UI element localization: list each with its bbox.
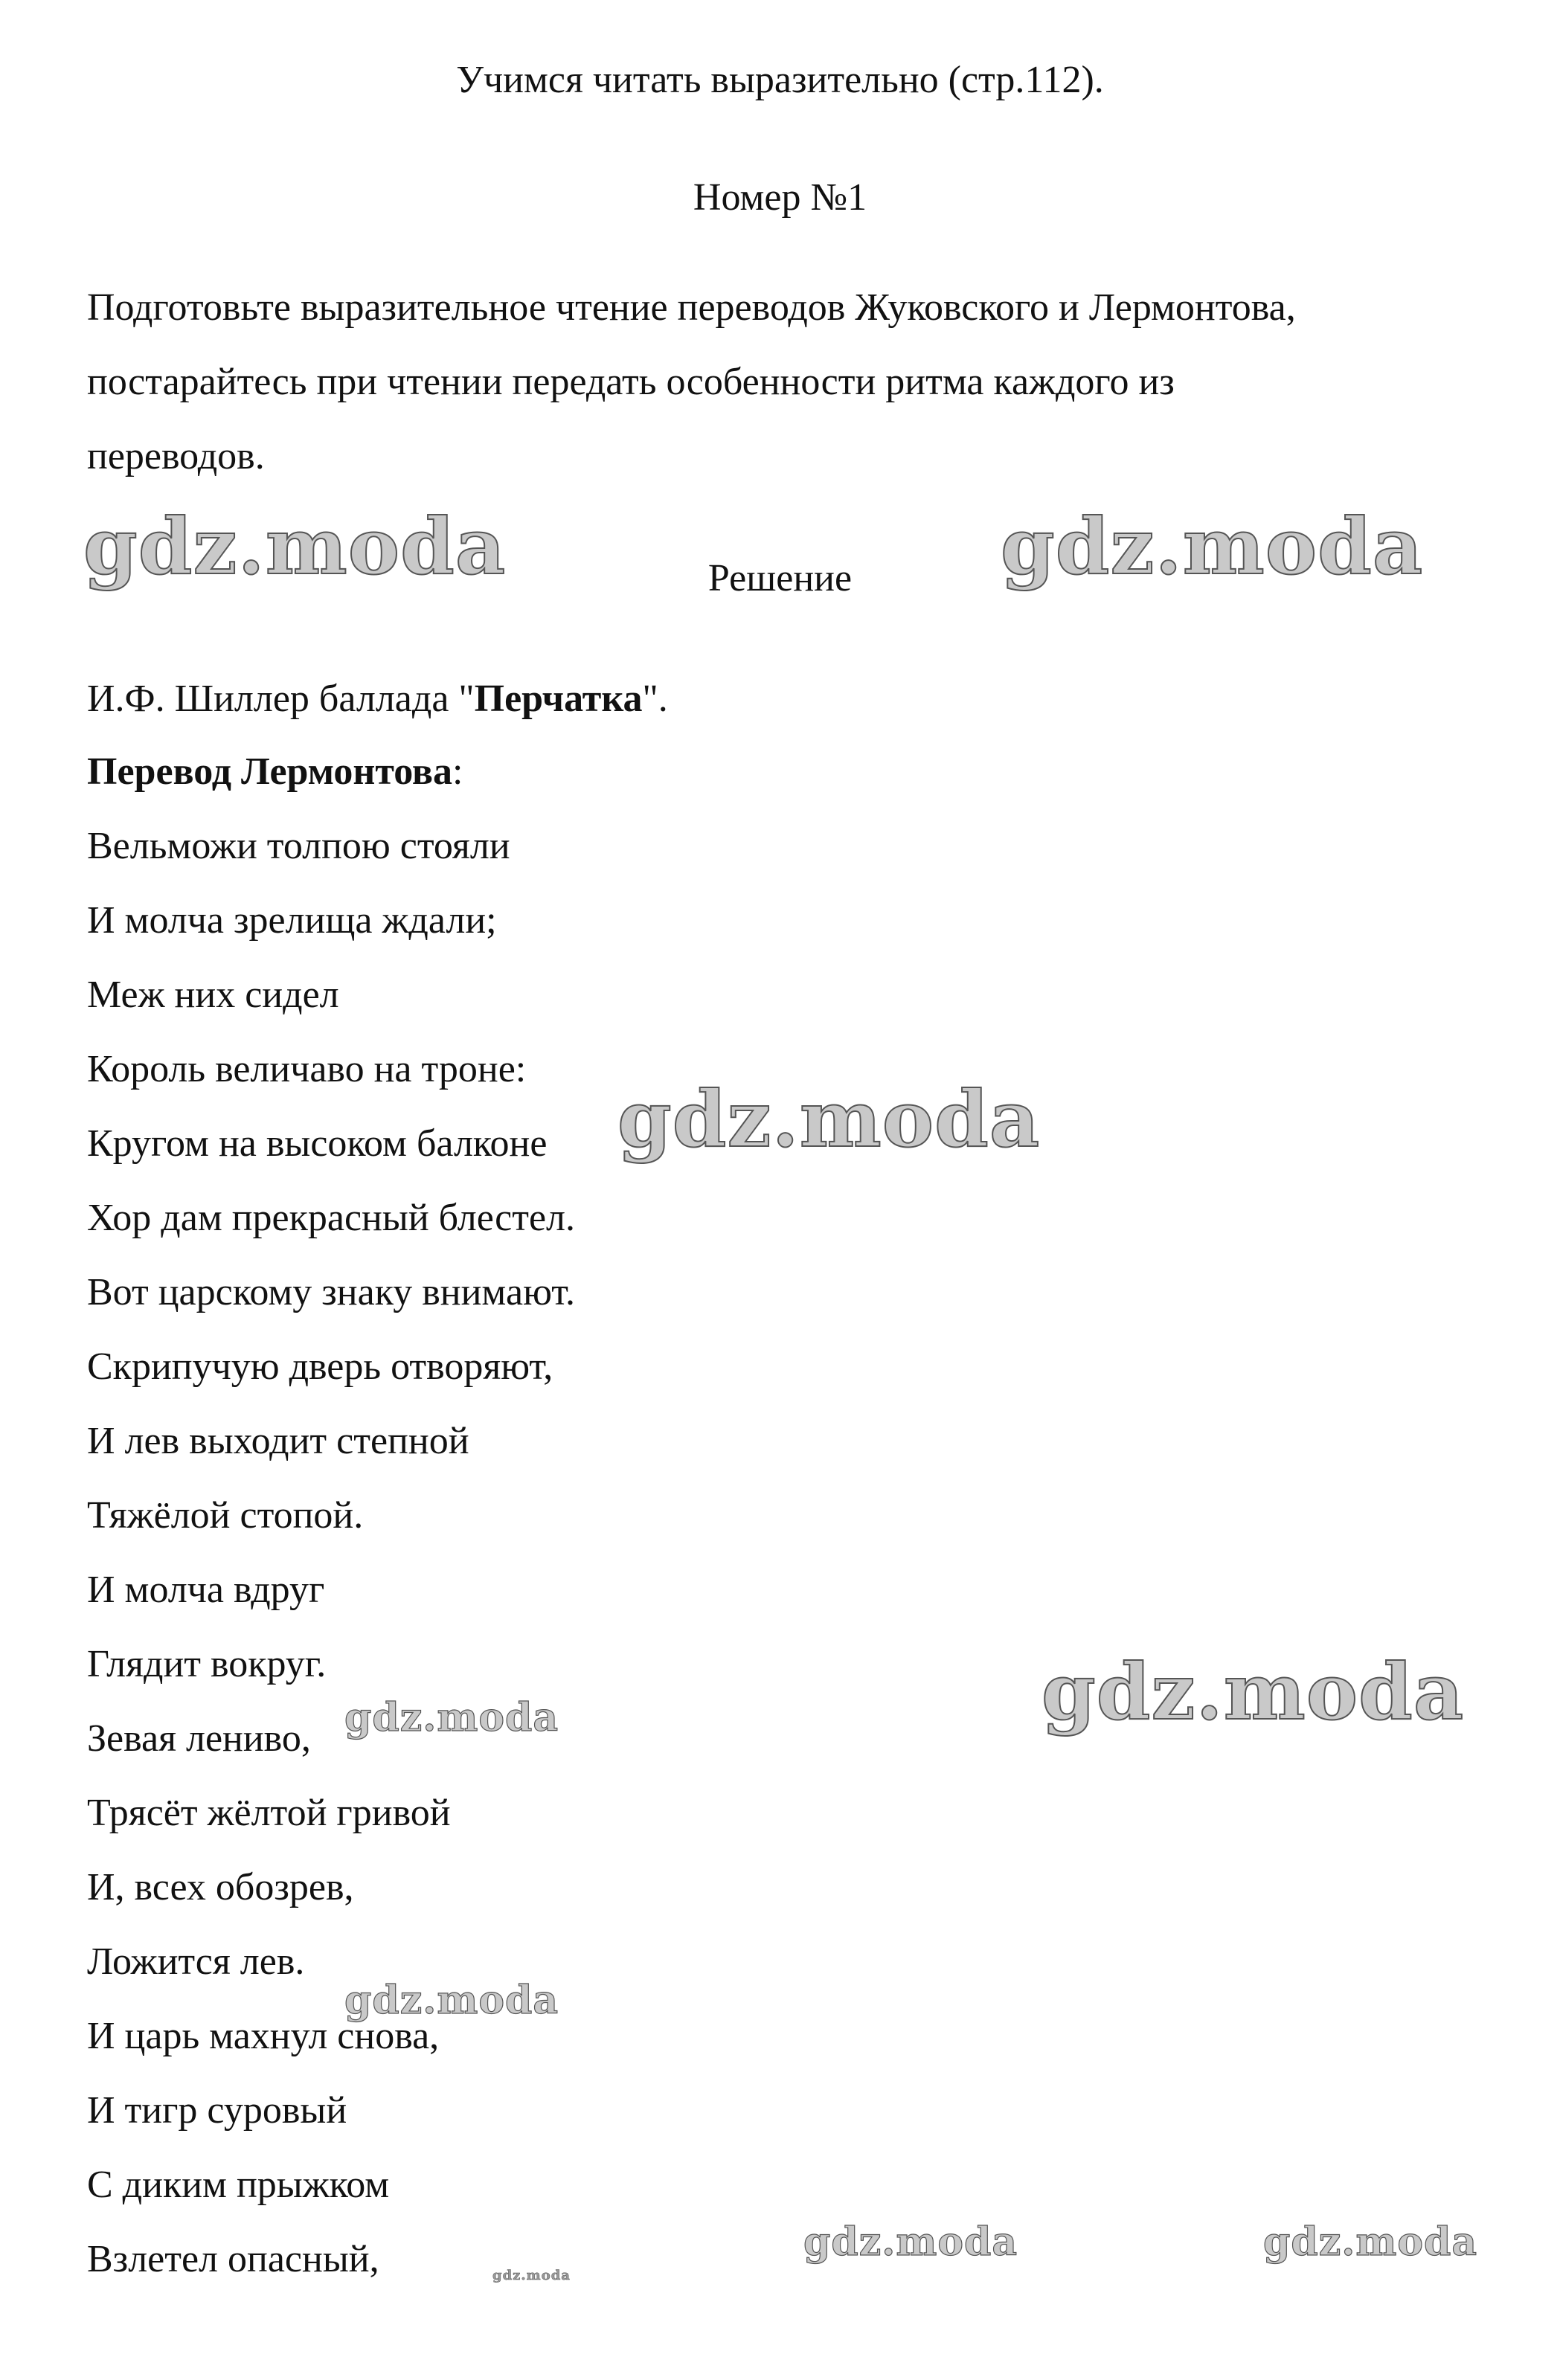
task-number: Номер №1: [693, 176, 867, 219]
task-line-1: Подготовьте выразительное чтение переводов Жуковского и Лермонтова,: [87, 286, 1296, 329]
intro-line: [87, 677, 668, 721]
task-line-2: постарайтесь при чтении передать особенности ритма каждого из: [87, 361, 1175, 403]
poem-line: И царь махнул снова,: [87, 2015, 440, 2057]
poem-line: Зевая лениво,: [87, 1717, 311, 1760]
poem-line: И молча зрелища ждали;: [87, 899, 497, 942]
poem-line: Скрипучую дверь отворяют,: [87, 1345, 553, 1388]
translation-heading: [87, 750, 463, 794]
solution-label: Решение: [707, 557, 853, 599]
intro-prefix: И.Ф. Шиллер баллада ": [87, 678, 475, 720]
poem-line: Тяжёлой стопой.: [87, 1494, 364, 1537]
task-line-3: переводов.: [87, 435, 265, 477]
translation-author: Перевод Лермонтова: [87, 750, 453, 793]
translation-colon: :: [452, 750, 463, 793]
poem-line: Король величаво на троне:: [87, 1048, 527, 1090]
watermark: gdz.moda: [1001, 501, 1424, 592]
poem-line: Меж них сидел: [87, 974, 339, 1016]
watermark: gdz.moda: [803, 2219, 1018, 2265]
poem-line: Вельможи толпою стояли: [87, 825, 510, 867]
poem-line: Вот царскому знаку внимают.: [87, 1271, 576, 1313]
poem-line: И, всех обозрев,: [87, 1866, 354, 1908]
poem-line: И тигр суровый: [87, 2089, 347, 2132]
poem-line: Хор дам прекрасный блестел.: [87, 1197, 575, 1239]
ballad-title: Перчатка: [474, 678, 643, 720]
poem-line: И молча вдруг: [87, 1569, 325, 1611]
watermark: gdz.moda: [492, 2268, 571, 2283]
watermark: gdz.moda: [617, 1073, 1041, 1165]
watermark: gdz.moda: [1263, 2219, 1478, 2265]
watermark: gdz.moda: [1041, 1646, 1465, 1737]
poem-line: И лев выходит степной: [87, 1420, 469, 1462]
watermark: gdz.moda: [83, 501, 507, 592]
poem-line: Ложится лев.: [87, 1940, 305, 1983]
poem-line: С диким прыжком: [87, 2164, 390, 2206]
poem-line: Взлетел опасный,: [87, 2238, 379, 2280]
watermark: gdz.moda: [344, 1695, 559, 1740]
poem-line: Трясёт жёлтой гривой: [87, 1792, 451, 1834]
intro-suffix: ".: [642, 678, 668, 720]
poem-line: Кругом на высоком балконе: [87, 1122, 548, 1165]
page-title: Учимся читать выразительно (стр.112).: [456, 59, 1104, 101]
watermark: gdz.moda: [344, 1978, 559, 2023]
poem-line: Глядит вокруг.: [87, 1643, 327, 1685]
